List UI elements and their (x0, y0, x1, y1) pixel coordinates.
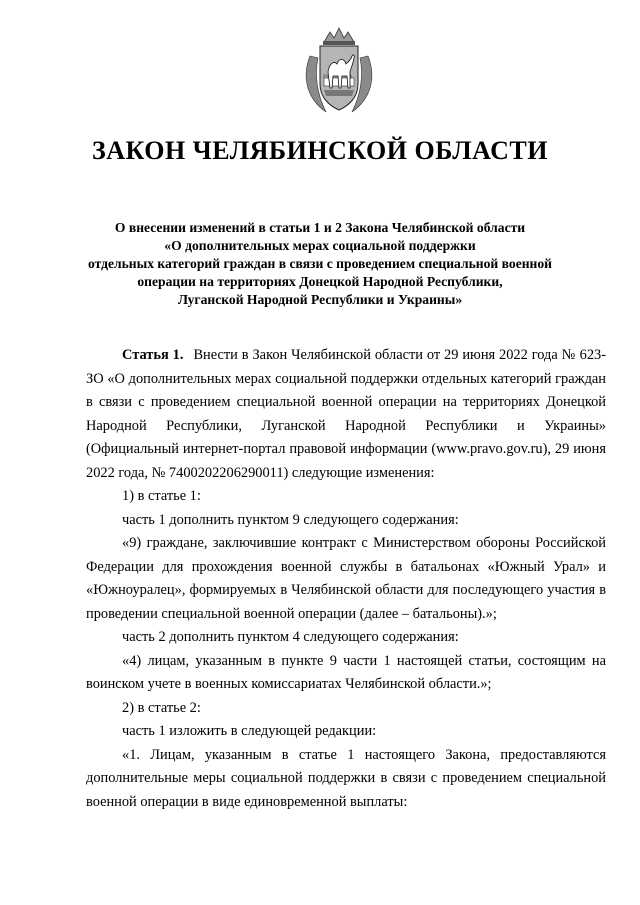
list-item: 2) в статье 2: (122, 699, 201, 716)
law-subtitle (60, 219, 580, 309)
list-item: «4) лицам, указанным в пункте 9 части 1 настоящей статьи, состоящим на воинском учете в военных комиссариатах Челябинской области.»; (86, 652, 606, 692)
list-item: часть 1 изложить в следующей редакции: (122, 723, 377, 739)
article-1-paragraph (86, 344, 606, 485)
list-item: 1) в статье 1: (122, 488, 201, 504)
article-intro: Внести в Закон Челябинской области от 29 июня 2022 года № 623-ЗО «О дополнительных мерах социальной поддержки отдельных категорий граждан в связи с проведением специальной военной операции на территориях Донецкой Народной Республики, Луганской Народной Республики и Украины» (Официальный интернет-портал правовой информации (www.pravo.gov.ru), 29 июня 2022 года, № 7400202206290011) следующие изменения: (86, 347, 606, 481)
article-label: Статья 1. (122, 347, 184, 363)
law-body (86, 344, 606, 814)
subtitle-line: «О дополнительных мерах социальной поддержки (164, 238, 476, 253)
subtitle-line: операции на территориях Донецкой Народной Республики, (137, 274, 503, 289)
subtitle-line: отдельных категорий граждан в связи с проведением специальной военной (87, 256, 553, 271)
subtitle-line: Луганской Народной Республики и Украины» (177, 292, 463, 307)
subtitle-line: О внесении изменений в статьи 1 и 2 Закона Челябинской области (114, 220, 526, 235)
list-item: часть 1 дополнить пунктом 9 следующего содержания: (122, 511, 459, 528)
law-title: ЗАКОН ЧЕЛЯБИНСКОЙ ОБЛАСТИ (92, 136, 548, 165)
list-item: «9) граждане, заключившие контракт с Министерством обороны Российской Федерации для прохождения военной службы в батальонах «Южный Урал» и «Южноуралец», формируемых в Челябинской области для последующего участия в проведении специальной военной операции (далее – батальоны).»; (86, 535, 606, 622)
chelyabinsk-coat-of-arms-icon (296, 26, 382, 116)
list-item: «1. Лицам, указанным в статье 1 настоящего Закона, предоставляются дополнительные меры социальной поддержки в связи с проведением специальной военной операции в виде единовременной выплаты: (86, 746, 606, 810)
list-item: часть 2 дополнить пунктом 4 следующего содержания: (122, 629, 459, 645)
